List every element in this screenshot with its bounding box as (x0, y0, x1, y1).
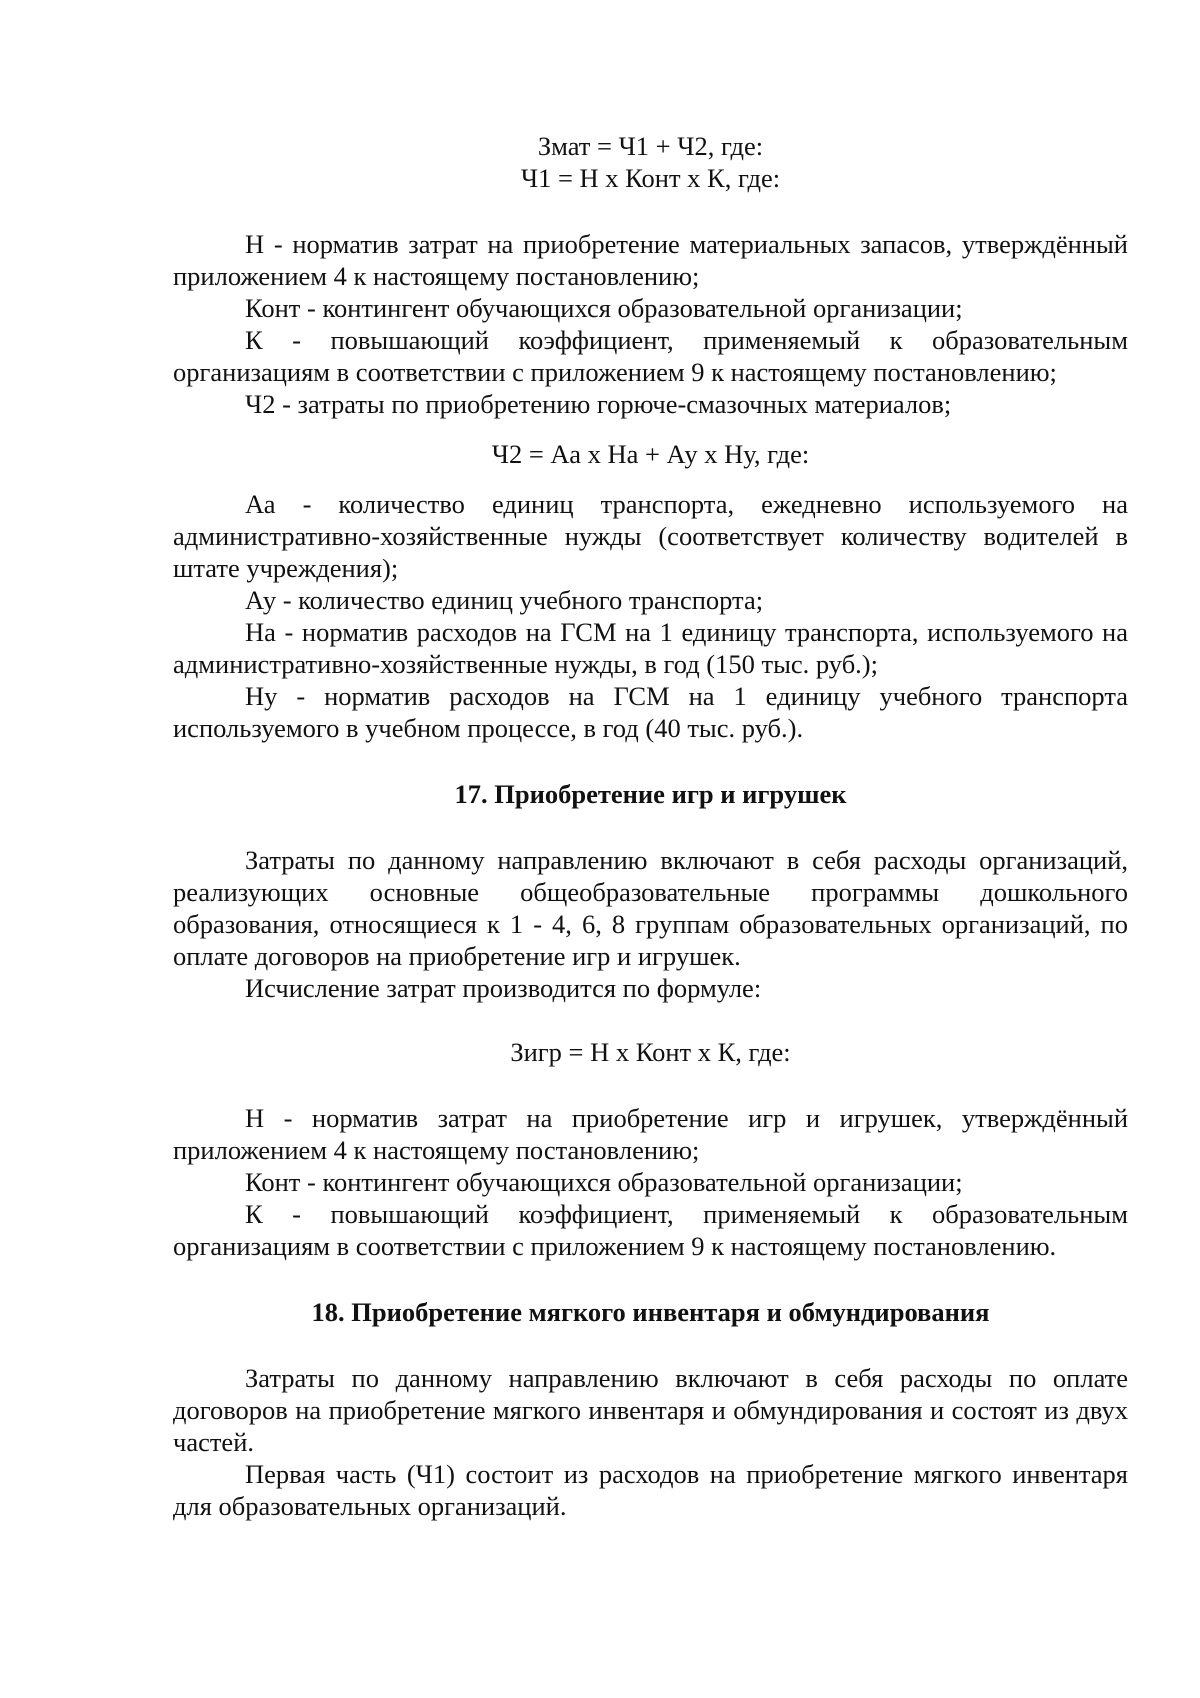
paragraph: Ау - количество единиц учебного транспорта; (245, 585, 764, 615)
paragraph: Затраты по данному направлению включают в себя расходы по оплате договоров на приобретение мягкого инвентаря и обмундирования и состоят из двух частей. (173, 1363, 1128, 1457)
spacer (173, 744, 1128, 778)
paragraph: Конт - контингент обучающихся образовательной организации; (245, 1167, 963, 1197)
paragraph: К - повышающий коэффициент, применяемый к образовательным организациям в соответствии с приложением 9 к настоящему постановлению; (173, 325, 1128, 387)
section-17-heading: 17. Приобретение игр и игрушек (454, 779, 847, 809)
paragraph: Первая часть (Ч1) состоит из расходов на приобретение мягкого инвентаря для образовательных организаций. (173, 1459, 1128, 1521)
formula-ch2: Ч2 = Аа х На + Ау х Ну, где: (491, 439, 810, 469)
formula-ch1: Ч1 = Н х Конт х К, где: (520, 163, 781, 193)
spacer (173, 1262, 1128, 1296)
paragraph: Н - норматив затрат на приобретение игр и игрушек, утверждённый приложением 4 к настоящему постановлению; (173, 1103, 1128, 1165)
spacer (173, 470, 1128, 488)
paragraph: Ну - норматив расходов на ГСМ на 1 единицу учебного транспорта используемого в учебном процессе, в год (40 тыс. руб.). (173, 681, 1128, 743)
paragraph: Затраты по данному направлению включают в себя расходы организаций, реализующих основные общеобразовательные программы дошкольного образования, относящиеся к 1 - 4, 6, 8 группам образовательных организаций, по оплате договоров на приобретение игр и игрушек. (173, 845, 1128, 971)
spacer (173, 1328, 1128, 1362)
paragraph: Исчисление затрат производится по формуле: (245, 973, 762, 1003)
paragraph: К - повышающий коэффициент, применяемый к образовательным организациям в соответствии с приложением 9 к настоящему постановлению. (173, 1199, 1128, 1261)
formula-zigr: Зигр = Н х Конт х К, где: (510, 1037, 791, 1067)
section-18-heading: 18. Приобретение мягкого инвентаря и обмундирования (311, 1297, 990, 1327)
paragraph: Н - норматив затрат на приобретение материальных запасов, утверждённый приложением 4 к настоящему постановлению; (173, 229, 1128, 291)
spacer (173, 1004, 1128, 1036)
spacer (173, 810, 1128, 844)
document-page (173, 130, 1128, 1522)
spacer (173, 194, 1128, 228)
spacer (173, 420, 1128, 438)
paragraph: На - норматив расходов на ГСМ на 1 единицу транспорта, используемого на административно-хозяйственные нужды, в год (150 тыс. руб.); (173, 617, 1128, 679)
spacer (173, 1068, 1128, 1102)
paragraph: Аа - количество единиц транспорта, ежедневно используемого на административно-хозяйственные нужды (соответствует количеству водителей в штате учреждения); (173, 489, 1128, 583)
paragraph: Ч2 - затраты по приобретению горюче-смазочных материалов; (245, 389, 952, 419)
formula-zmat: Змат = Ч1 + Ч2, где: (537, 131, 764, 161)
paragraph: Конт - контингент обучающихся образовательной организации; (245, 293, 963, 323)
